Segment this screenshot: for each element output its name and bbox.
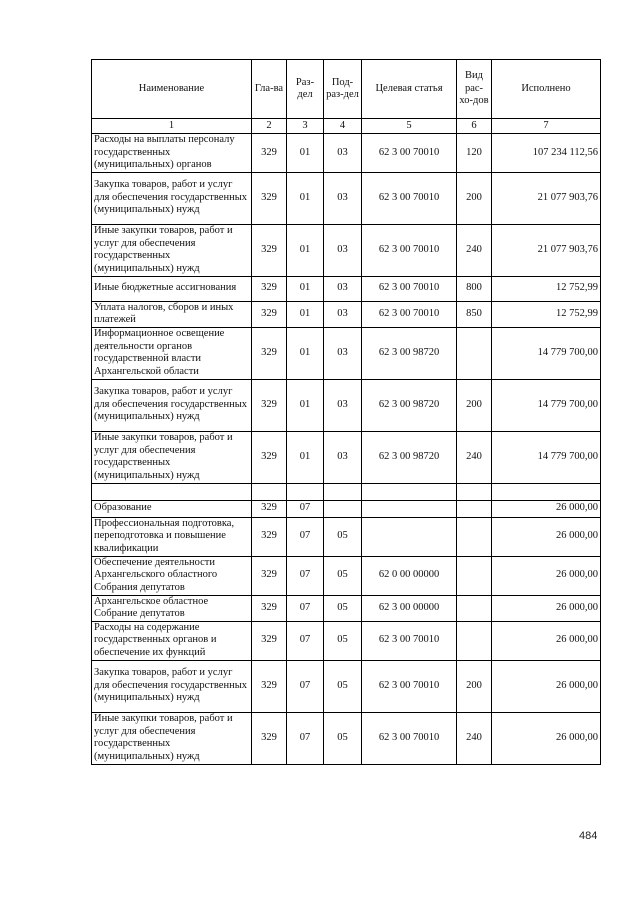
- header-amount: Исполнено: [492, 60, 601, 119]
- cell-statya: 62 3 00 98720: [362, 327, 457, 379]
- cell-vid: 850: [457, 301, 492, 327]
- cell-glava: 329: [252, 224, 287, 276]
- table-row: [92, 327, 601, 379]
- cell-name: [92, 483, 252, 500]
- cell-vid: [457, 500, 492, 517]
- cell-glava: 329: [252, 595, 287, 621]
- cell-name: Информационное освещение деятельности органов государственной власти Архангельской области: [92, 327, 252, 379]
- cell-name: Расходы на выплаты персоналу государственных (муниципальных) органов: [92, 134, 252, 173]
- cell-podrazdel: 03: [324, 224, 362, 276]
- cell-glava: 329: [252, 660, 287, 712]
- cell-podrazdel: 03: [324, 301, 362, 327]
- cell-podrazdel: 05: [324, 621, 362, 660]
- table-row: [92, 500, 601, 517]
- cell-glava: 329: [252, 712, 287, 764]
- cell-glava: 329: [252, 134, 287, 173]
- table-row: [92, 556, 601, 595]
- cell-amount: 21 077 903,76: [492, 224, 601, 276]
- cell-amount: 26 000,00: [492, 621, 601, 660]
- cell-razdel: 07: [287, 712, 324, 764]
- cell-amount: 26 000,00: [492, 517, 601, 556]
- cell-podrazdel: 03: [324, 379, 362, 431]
- cell-vid: 240: [457, 224, 492, 276]
- cell-statya: [362, 483, 457, 500]
- cell-vid: [457, 595, 492, 621]
- cell-razdel: 01: [287, 276, 324, 301]
- table-row: [92, 276, 601, 301]
- header-razdel: Раз-дел: [287, 60, 324, 119]
- cell-vid: [457, 327, 492, 379]
- cell-glava: 329: [252, 301, 287, 327]
- cell-amount: 26 000,00: [492, 660, 601, 712]
- table-header-row: [92, 60, 601, 119]
- cell-vid: 120: [457, 134, 492, 173]
- cell-razdel: 01: [287, 172, 324, 224]
- cell-amount: 26 000,00: [492, 595, 601, 621]
- table-row: [92, 431, 601, 483]
- cell-glava: 329: [252, 327, 287, 379]
- cell-podrazdel: [324, 483, 362, 500]
- cell-statya: 62 3 00 70010: [362, 712, 457, 764]
- cell-podrazdel: 03: [324, 134, 362, 173]
- cell-statya: 62 0 00 00000: [362, 556, 457, 595]
- cell-razdel: 01: [287, 431, 324, 483]
- cell-razdel: 07: [287, 517, 324, 556]
- cell-razdel: 01: [287, 301, 324, 327]
- cell-statya: 62 3 00 98720: [362, 379, 457, 431]
- cell-glava: 329: [252, 621, 287, 660]
- cell-statya: 62 3 00 00000: [362, 595, 457, 621]
- cell-name: Иные закупки товаров, работ и услуг для обеспечения государственных (муниципальных) нужд: [92, 712, 252, 764]
- cell-name: Расходы на содержание государственных органов и обеспечение их функций: [92, 621, 252, 660]
- cell-amount: [492, 483, 601, 500]
- cell-statya: [362, 517, 457, 556]
- cell-vid: [457, 621, 492, 660]
- cell-podrazdel: 03: [324, 431, 362, 483]
- column-number: 6: [457, 119, 492, 134]
- table-row: [92, 379, 601, 431]
- column-number: 2: [252, 119, 287, 134]
- header-vid: Вид рас-хо-дов: [457, 60, 492, 119]
- header-glava: Гла-ва: [252, 60, 287, 119]
- cell-razdel: 07: [287, 500, 324, 517]
- cell-vid: 240: [457, 431, 492, 483]
- cell-statya: 62 3 00 70010: [362, 621, 457, 660]
- table-row: [92, 172, 601, 224]
- table-row: [92, 224, 601, 276]
- cell-statya: 62 3 00 70010: [362, 134, 457, 173]
- cell-name: Закупка товаров, работ и услуг для обеспечения государственных (муниципальных) нужд: [92, 379, 252, 431]
- cell-razdel: 07: [287, 660, 324, 712]
- column-number: 5: [362, 119, 457, 134]
- table-row: [92, 517, 601, 556]
- column-number: 1: [92, 119, 252, 134]
- cell-podrazdel: 03: [324, 172, 362, 224]
- cell-glava: 329: [252, 276, 287, 301]
- header-podrazdel: Под-раз-дел: [324, 60, 362, 119]
- cell-podrazdel: 05: [324, 556, 362, 595]
- cell-name: Образование: [92, 500, 252, 517]
- table-body: [92, 134, 601, 765]
- cell-amount: 14 779 700,00: [492, 431, 601, 483]
- cell-vid: 240: [457, 712, 492, 764]
- cell-podrazdel: 03: [324, 327, 362, 379]
- cell-glava: 329: [252, 379, 287, 431]
- cell-vid: [457, 517, 492, 556]
- cell-podrazdel: 05: [324, 517, 362, 556]
- cell-amount: 26 000,00: [492, 556, 601, 595]
- table-row: [92, 134, 601, 173]
- table-row: [92, 301, 601, 327]
- cell-amount: 14 779 700,00: [492, 379, 601, 431]
- cell-name: Архангельское областное Собрание депутатов: [92, 595, 252, 621]
- cell-statya: 62 3 00 70010: [362, 660, 457, 712]
- header-name: Наименование: [92, 60, 252, 119]
- cell-glava: 329: [252, 500, 287, 517]
- cell-statya: [362, 500, 457, 517]
- cell-name: Профессиональная подготовка, переподготовка и повышение квалификации: [92, 517, 252, 556]
- cell-glava: 329: [252, 556, 287, 595]
- cell-podrazdel: 05: [324, 660, 362, 712]
- cell-name: Закупка товаров, работ и услуг для обеспечения государственных (муниципальных) нужд: [92, 660, 252, 712]
- cell-razdel: 07: [287, 556, 324, 595]
- cell-amount: 26 000,00: [492, 500, 601, 517]
- column-number: 7: [492, 119, 601, 134]
- cell-glava: 329: [252, 431, 287, 483]
- cell-amount: 26 000,00: [492, 712, 601, 764]
- cell-amount: 107 234 112,56: [492, 134, 601, 173]
- cell-vid: 200: [457, 379, 492, 431]
- cell-statya: 62 3 00 70010: [362, 301, 457, 327]
- table-row: [92, 595, 601, 621]
- cell-name: Уплата налогов, сборов и иных платежей: [92, 301, 252, 327]
- cell-podrazdel: 03: [324, 276, 362, 301]
- cell-podrazdel: [324, 500, 362, 517]
- page-number: 484: [579, 830, 598, 842]
- table-row: [92, 660, 601, 712]
- cell-statya: 62 3 00 98720: [362, 431, 457, 483]
- column-number-row: [92, 119, 601, 134]
- cell-podrazdel: 05: [324, 595, 362, 621]
- cell-glava: 329: [252, 517, 287, 556]
- cell-podrazdel: 05: [324, 712, 362, 764]
- cell-vid: [457, 556, 492, 595]
- cell-amount: 12 752,99: [492, 276, 601, 301]
- column-number: 3: [287, 119, 324, 134]
- header-statya: Целевая статья: [362, 60, 457, 119]
- cell-razdel: 01: [287, 134, 324, 173]
- cell-name: Иные бюджетные ассигнования: [92, 276, 252, 301]
- cell-name: Иные закупки товаров, работ и услуг для обеспечения государственных (муниципальных) нужд: [92, 224, 252, 276]
- table-row: [92, 712, 601, 764]
- cell-razdel: 01: [287, 379, 324, 431]
- cell-vid: 200: [457, 660, 492, 712]
- cell-razdel: [287, 483, 324, 500]
- cell-razdel: 01: [287, 327, 324, 379]
- cell-vid: [457, 483, 492, 500]
- column-number: 4: [324, 119, 362, 134]
- cell-glava: 329: [252, 172, 287, 224]
- cell-amount: 21 077 903,76: [492, 172, 601, 224]
- cell-statya: 62 3 00 70010: [362, 172, 457, 224]
- cell-razdel: 01: [287, 224, 324, 276]
- table-row: [92, 483, 601, 500]
- table-row: [92, 621, 601, 660]
- cell-amount: 12 752,99: [492, 301, 601, 327]
- cell-name: Закупка товаров, работ и услуг для обеспечения государственных (муниципальных) нужд: [92, 172, 252, 224]
- cell-statya: 62 3 00 70010: [362, 224, 457, 276]
- budget-execution-table: [91, 59, 601, 765]
- cell-vid: 200: [457, 172, 492, 224]
- cell-glava: [252, 483, 287, 500]
- cell-statya: 62 3 00 70010: [362, 276, 457, 301]
- cell-razdel: 07: [287, 621, 324, 660]
- cell-vid: 800: [457, 276, 492, 301]
- cell-name: Обеспечение деятельности Архангельского областного Собрания депутатов: [92, 556, 252, 595]
- cell-amount: 14 779 700,00: [492, 327, 601, 379]
- cell-name: Иные закупки товаров, работ и услуг для обеспечения государственных (муниципальных) нужд: [92, 431, 252, 483]
- cell-razdel: 07: [287, 595, 324, 621]
